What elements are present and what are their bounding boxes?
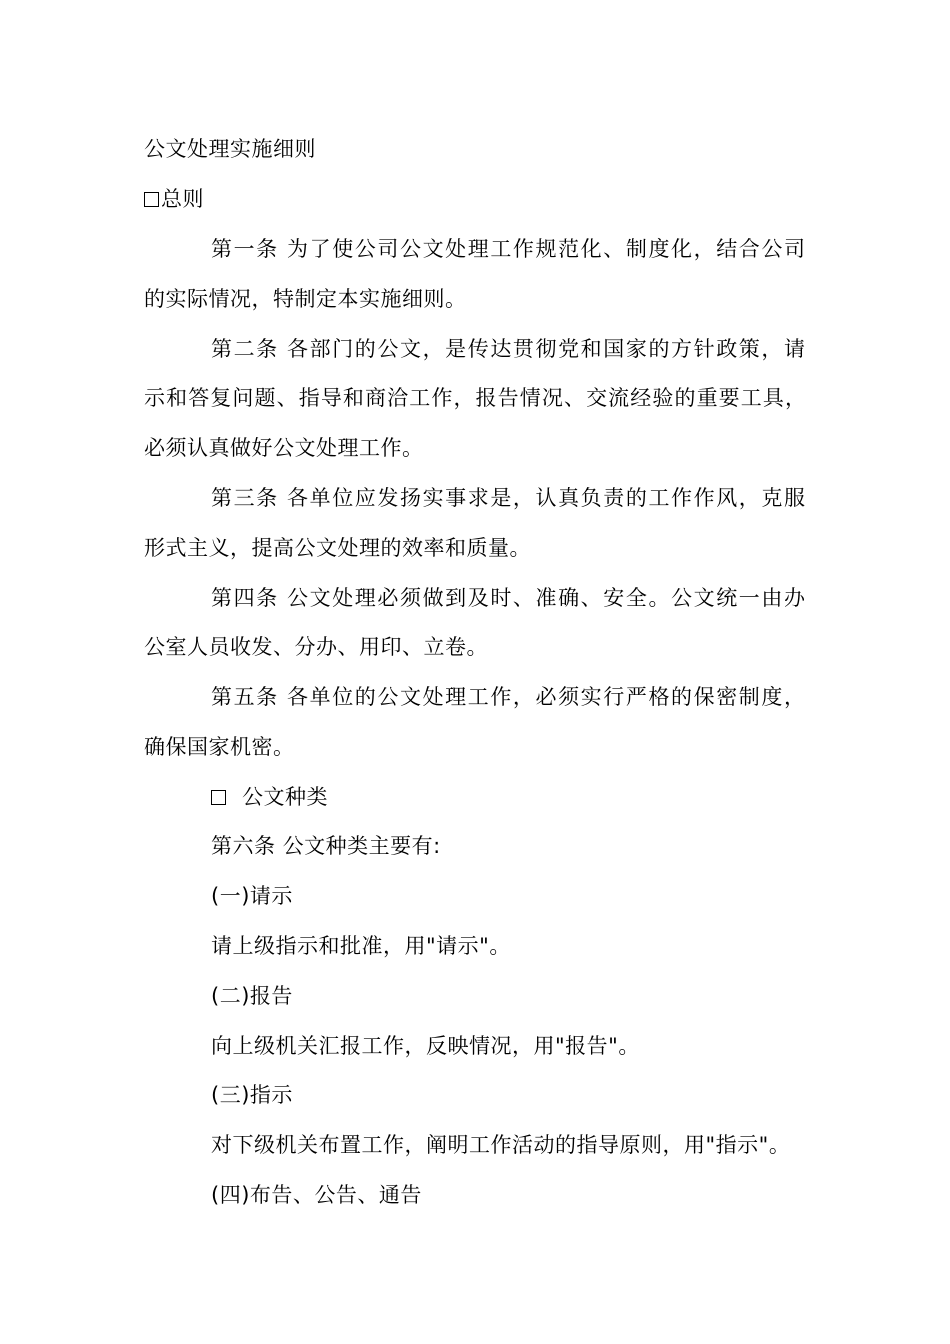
- checkbox-square-icon: [211, 790, 226, 805]
- item-1-title: (一)请示: [211, 884, 293, 908]
- item-2-desc: 向上级机关汇报工作，反映情况，用"报告"。: [211, 1034, 640, 1058]
- article-2-line-2: 示和答复问题、指导和商洽工作，报告情况、交流经验的重要工具，: [144, 386, 806, 410]
- item-2-title: (二)报告: [211, 984, 293, 1008]
- item-3-title: (三)指示: [211, 1083, 293, 1107]
- checkbox-square-icon: [144, 192, 159, 207]
- section-heading-text: 公文种类: [242, 785, 328, 809]
- article-2-line-3: 必须认真做好公文处理工作。: [144, 436, 424, 460]
- item-3-desc: 对下级机关布置工作，阐明工作活动的指导原则，用"指示"。: [211, 1133, 791, 1157]
- article-4-line-2: 公室人员收发、分办、用印、立卷。: [144, 635, 488, 659]
- article-6: 第六条 公文种类主要有:: [211, 834, 441, 858]
- section-heading-general: [144, 184, 204, 214]
- article-1-line-2: 的实际情况，特制定本实施细则。: [144, 287, 467, 311]
- article-3-line-2: 形式主义，提高公文处理的效率和质量。: [144, 536, 531, 560]
- item-4-title: (四)布告、公告、通告: [211, 1183, 422, 1207]
- article-1-line-1: 第一条 为了使公司公文处理工作规范化、制度化，结合公司: [211, 237, 805, 261]
- article-4-line-1: 第四条 公文处理必须做到及时、准确、安全。公文统一由办: [211, 586, 805, 610]
- item-1-desc: 请上级指示和批准，用"请示"。: [211, 934, 511, 958]
- section-heading-types: [211, 782, 328, 812]
- article-2-line-1: 第二条 各部门的公文，是传达贯彻党和国家的方针政策，请: [211, 337, 805, 361]
- document-title: 公文处理实施细则: [144, 137, 316, 161]
- article-3-line-1: 第三条 各单位应发扬实事求是，认真负责的工作作风，克服: [211, 486, 805, 510]
- article-5-line-1: 第五条 各单位的公文处理工作，必须实行严格的保密制度，: [211, 685, 805, 709]
- section-heading-text: 总则: [161, 187, 204, 211]
- article-5-line-2: 确保国家机密。: [144, 735, 295, 759]
